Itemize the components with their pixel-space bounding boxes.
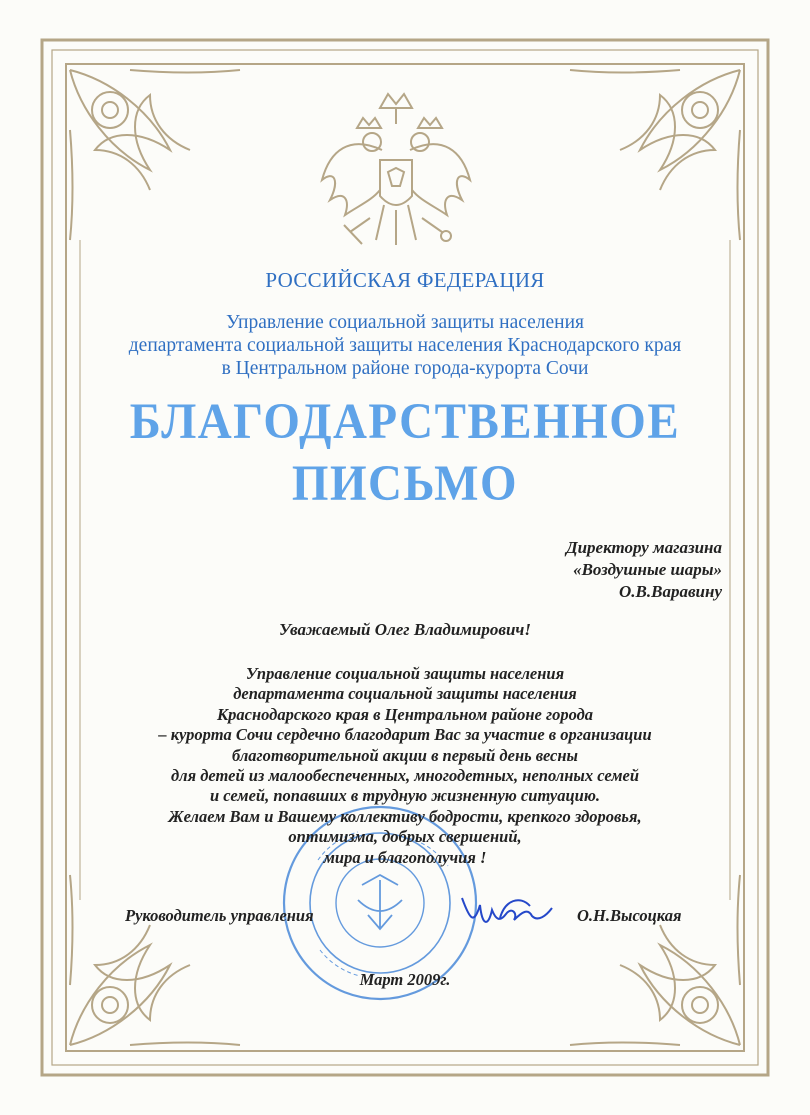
addressee-block <box>566 537 722 603</box>
signatory-position: Руководитель управления <box>125 906 314 925</box>
document-title-line-1: БЛАГОДАРСТВЕННОЕ <box>129 393 681 451</box>
addressee-line: О.В.Варавину <box>619 582 722 601</box>
organization-block <box>60 311 750 380</box>
organization-line: в Центральном районе города-курорта Сочи <box>221 358 589 379</box>
body-line: департамента социальной защиты населения <box>233 684 577 704</box>
organization-line: Управление социальной защиты населения <box>225 312 585 333</box>
corner-ornament-top-right <box>570 70 740 240</box>
addressee-line: «Воздушные шары» <box>573 560 722 579</box>
body-line: Краснодарского края в Центральном районе города <box>216 704 594 724</box>
country-heading: РОССИЙСКАЯ ФЕДЕРАЦИЯ <box>265 268 545 292</box>
body-line: благотворительной акции в первый день весны <box>232 745 578 765</box>
body-line: Управление социальной защиты населения <box>245 664 565 683</box>
body-line: для детей из малообеспеченных, многодетных, неполных семей <box>170 766 640 786</box>
letter-body <box>100 664 710 868</box>
body-line: Желаем Вам и Вашему коллективу бодрости, крепкого здоровья, <box>168 806 642 826</box>
body-line: оптимизма, добрых свершений, <box>288 827 522 847</box>
coat-of-arms-emblem <box>322 94 470 245</box>
body-line: мира и благополучия ! <box>323 847 487 867</box>
corner-ornament-bottom-left <box>70 875 240 1045</box>
document-title-line-2: ПИСЬМО <box>291 455 519 513</box>
signatory-name: О.Н.Высоцкая <box>577 906 682 925</box>
organization-line: департамента социальной защиты населения Краснодарского края <box>128 335 682 356</box>
corner-ornament-top-left <box>70 70 240 240</box>
addressee-line: Директору магазина <box>565 538 722 557</box>
document-date: Март 2009г. <box>359 970 451 989</box>
greeting: Уважаемый Олег Владимирович! <box>279 620 531 639</box>
body-line: – курорта Сочи сердечно благодарит Вас за участие в организации <box>158 725 652 745</box>
body-line: и семей, попавших в трудную жизненную ситуацию. <box>209 786 600 806</box>
corner-ornament-bottom-right <box>570 875 740 1045</box>
